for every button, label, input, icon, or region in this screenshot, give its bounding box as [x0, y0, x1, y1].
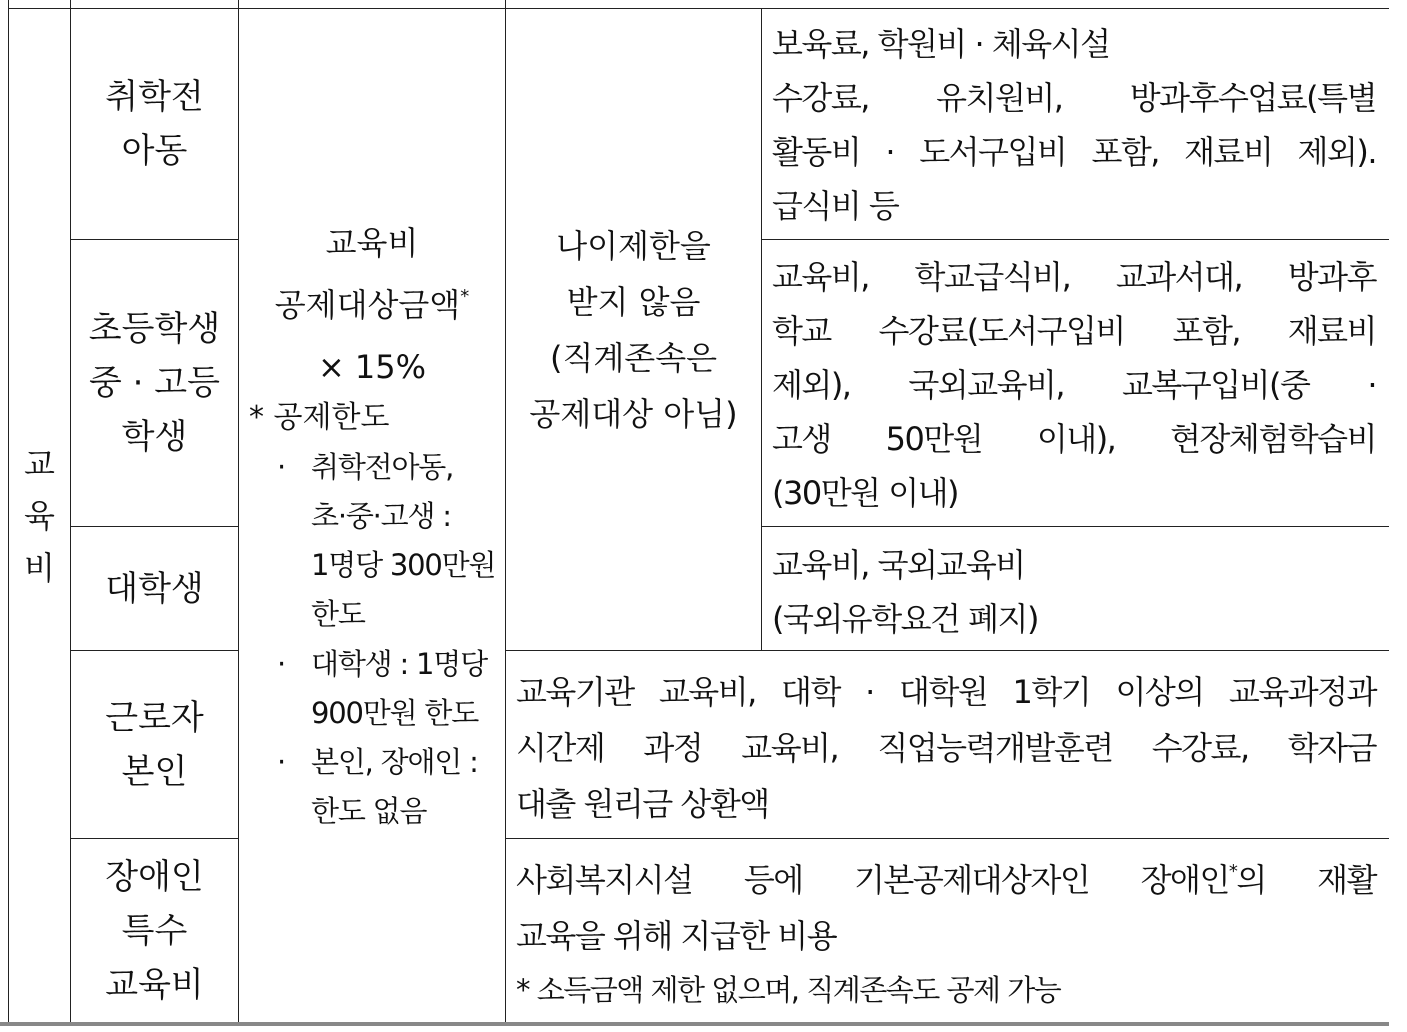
item-line: 대출 원리금 상환액: [516, 785, 769, 823]
age-limit-line: 나이제한을: [556, 226, 711, 265]
item-line: 제외), 국외교육비, 교복구입비(중 ·: [772, 366, 1376, 404]
age-limit-cell: [506, 9, 761, 650]
border-row3b: [505, 650, 1389, 651]
type-label: 장애인: [105, 856, 204, 897]
item-line: 교육기관 교육비, 대학 · 대학원 1학기 이상의 교육과정과: [516, 673, 1376, 711]
border-bottom: [0, 1022, 1389, 1026]
type-cell-disabled: [71, 839, 238, 1022]
type-label: 특수: [121, 910, 188, 951]
item-line: 학교 수강료(도서구입비 포함, 재료비: [772, 312, 1376, 350]
type-label: 학생: [121, 417, 188, 457]
border-row1b: [761, 239, 1389, 240]
items-cell-university: [772, 538, 1376, 646]
item-line: 고생 50만원 이내), 현장체험학습비: [772, 420, 1376, 458]
type-label: 근로자: [105, 697, 204, 738]
limit-title: * 공제한도: [249, 400, 390, 435]
item-line: 교육을 위해 지급한 비용: [516, 917, 837, 955]
border-row2b: [761, 526, 1389, 527]
type-label: 본인: [121, 751, 188, 792]
deduction-cell: 교육비 공제대상금액* × 15% * 공제한도 · 취학전아동, 초·중·고생 : 1명당 300만원 한도 · 대학생 : 1명당 900만원 한도 · 본인, 장애인 : 한도 없음: [239, 9, 505, 1022]
item-line: 사회복지시설 등에 기본공제대상자인 장애인*의 재활: [516, 861, 1376, 899]
type-label: 중 · 고등: [89, 363, 220, 403]
item-line: 급식비 등: [772, 187, 899, 225]
border-col4: [761, 8, 762, 650]
deduction-line1: 교육비: [325, 224, 419, 262]
item-line: 교육비, 학교급식비, 교과서대, 방과후: [772, 258, 1376, 296]
type-cell-preschool: [71, 9, 238, 239]
age-limit-line: 공제대상 아님): [529, 394, 738, 433]
type-label: 대학생: [105, 568, 204, 609]
deduction-line2: 공제대상금액*: [274, 286, 470, 324]
item-line: (국외유학요건 폐지): [772, 600, 1038, 638]
type-cell-worker: [71, 651, 238, 838]
deduction-line3: × 15%: [317, 348, 427, 386]
type-cell-university: [71, 527, 238, 650]
category-char: 육: [24, 496, 55, 535]
age-limit-line: 받지 않음: [566, 282, 701, 321]
type-cell-school: [71, 240, 238, 526]
item-line: (30만원 이내): [772, 474, 959, 512]
type-label: 교육비: [105, 964, 204, 1005]
item-line: 보육료, 학원비 · 체육시설: [772, 25, 1110, 63]
category-cell: [9, 9, 70, 1022]
border-row4b: [505, 838, 1389, 839]
type-label: 초등학생: [88, 309, 221, 349]
item-line: 활동비 · 도서구입비 포함, 재료비 제외).: [772, 133, 1376, 171]
items-cell-disabled: [516, 852, 1376, 964]
type-label: 아동: [121, 131, 188, 171]
items-cell-worker: [516, 664, 1376, 832]
item-line: 수강료, 유치원비, 방과후수업료(특별: [772, 79, 1376, 117]
item-line: 시간제 과정 교육비, 직업능력개발훈련 수강료, 학자금: [516, 729, 1376, 767]
items-cell-preschool: [772, 17, 1376, 233]
age-limit-line: (직계존속은: [549, 338, 718, 377]
category-char: 교: [24, 444, 55, 483]
type-label: 취학전: [105, 77, 204, 117]
category-char: 비: [24, 548, 55, 587]
disabled-note: * 소득금액 제한 없으며, 직계존속도 공제 가능: [516, 973, 1061, 1007]
items-cell-school: [772, 250, 1376, 520]
item-line: 교육비, 국외교육비: [772, 546, 1025, 584]
